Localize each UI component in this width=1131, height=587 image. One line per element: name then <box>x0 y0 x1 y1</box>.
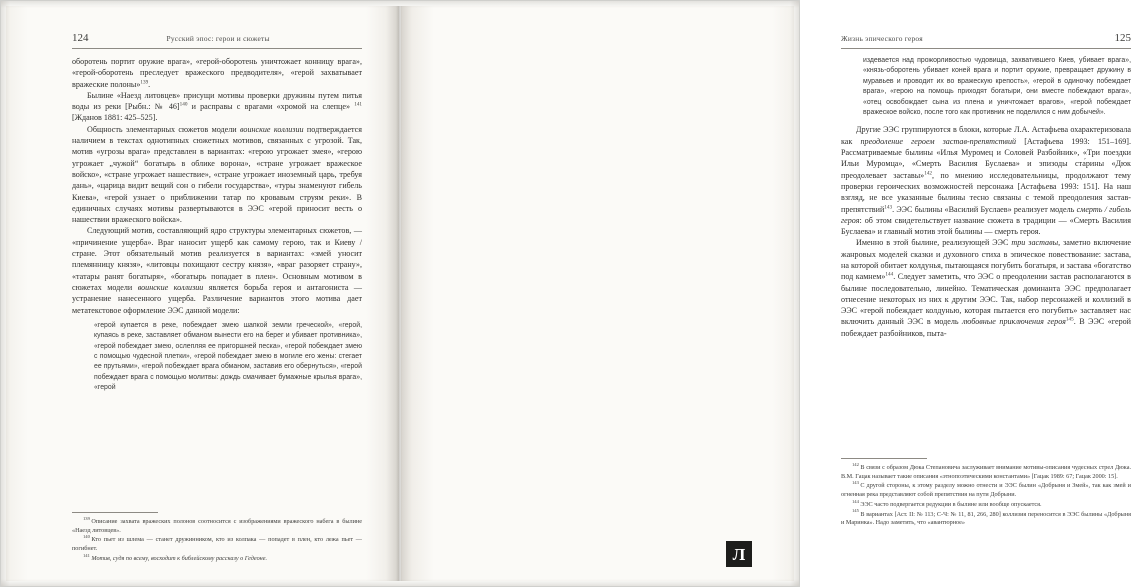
footnote-144-number: 144 <box>852 498 859 504</box>
left-paragraph-2-text-c: [Жданов 1881: 425–525]. <box>72 113 158 123</box>
footnote-141 <box>72 552 362 564</box>
footnote-marker-139: 139 <box>140 78 149 85</box>
left-paragraph-4: Следующий мотив, составляющий ядро структуры элементарных сюжетов, — «причинение ущерба». Враг наносит ущерб как самому герою, так и Киеву / стране. Этот обязательный мотив реализуется в вариантах: «змей уносит племянницу князя», «литовцы похищают сестру князя», «враг разоряет страну», «татары ранят богатыря», «богатырь попадает в плен». Основным мотивом в сюжетах модели воинские коллизии является борьба героя и антагониста — устранение нанесенного ущерба. Различение вариантов этого мотива дает метатекстовое оформление ЭЭС данной модели: <box>72 226 362 315</box>
footnote-143 <box>841 482 1131 499</box>
right-page <box>401 6 1131 581</box>
left-page-textblock <box>72 32 362 394</box>
footnote-139 <box>72 515 362 535</box>
right-running-header <box>841 32 1131 45</box>
left-paragraph-1-text: оборотень портит оружие врага», «герой-оборотень уничтожает конницу врага», «герой-оборотень преследует вражеского предводителя», «герой захватывает вражеские полоны» <box>72 57 362 89</box>
left-footnote-rule <box>72 512 158 513</box>
right-quote-block: издевается над прожорливостью чудовища, захватившего Киев, убивает врага», «князь-оборотень убивает коней врага и портит оружие, превращает дружину в муравьев и проводит их во вражескую крепость», «герой в одиночку побеждает врага», «герою на помощь приходят богатыри, они вместе побеждают врага», «отец освобождает сына из плена и уничтожает врагов», «герой побеждает вражеское войско, после того как противник не поделился с ним добычей». <box>863 57 1131 117</box>
left-running-header <box>72 32 362 45</box>
italic-term-lyubovnye: любовные приключения героя <box>962 317 1066 327</box>
left-paragraph-2-text-b: и расправы с врагами «хромой на слепце» <box>187 102 355 112</box>
left-page-folio: 124 <box>72 32 89 44</box>
italic-term-preodolenie: преодоление героем застав-препятствий <box>860 136 1017 146</box>
left-paragraph-2 <box>72 90 362 124</box>
footnote-140-number: 140 <box>83 534 90 540</box>
footnote-140-text: Кто пьет из шлема — станет дружинником, кто из колпака — попадет в плен, кто лежа пьет — погибнет. <box>72 536 362 553</box>
footnote-marker-142: 142 <box>924 169 932 176</box>
footnote-145 <box>841 508 1131 528</box>
italic-term-smert-gibel: смерть / гибель героя <box>841 204 1131 225</box>
footnote-141-text: Мотив, судя по всему, восходит к библейскому рассказу о Гедеоне. <box>91 554 268 562</box>
footnote-marker-141: 141 <box>354 101 362 108</box>
footnote-142 <box>841 461 1131 481</box>
footnote-141-number: 141 <box>83 552 90 558</box>
right-paragraph-2: Именно в этой былине, реализующей ЭЭС три заставы, заметно включение жанровых моделей сказки и духовного стиха в эпическое повествование: застава, на которой обитает колдунья, пытающаяся погубить богатыря, и застава «богатство под камнем»$^{144}$. Следует заметить, что ЭЭС о преодолении застав располагаются в былине последовательно, линейно. Тематическая доминанта ЭЭС предполагает отнесение некоторых из них к другим ЭЭС. Так, набор персонажей и коллизий в ЭЭС «герой побеждает колдунью, которая пытается его погубить» заставляет нас включить данный ЭЭС в модель любовные приключения героя$^{145}$. В ЭЭС «герой побеждает разбойников, пыта- <box>841 238 1131 338</box>
footnote-marker-143: 143 <box>884 203 893 210</box>
footnote-marker-140: 140 <box>179 101 188 108</box>
left-header-rule <box>72 48 362 49</box>
right-paragraph-1: Другие ЭЭС группируются в блоки, которые Л.А. Астафьева охарактеризовала как преодоление героем застав-препятствий [Астафьева 1993: 151–169]. Рассматриваемые былины «Илья Муромец и Соловей Разбойник», «Три поездки Ильи Муромца», «Смерть Василия Буслаева» и эпизоды ста́рины «Дюк преодолевает заставы»$^{142}$, по мнению исследовательницы, продолжают тему проверки героических возможностей персонажа [Астафьева 1993: 151]. На наш взгляд, не все указанные былины тесно связаны с темой преодоления застав-препятствий$^{143}$. ЭЭС былины «Василий Буслаев» реализует модель смерть / гибель героя: об этом свидетельствует название сюжета в традиции — «Смерть Василия Буслаева» и главный мотив этой былины — смерть героя. <box>841 125 1131 237</box>
footnote-142-number: 142 <box>852 461 859 467</box>
italic-term-tri-zastavy: три заставы <box>1011 238 1059 248</box>
footnote-139-text: Описание захвата вражеских полонов соотносится с изображениями вражеского набега в былине «Наезд литовцев». <box>72 518 362 534</box>
right-page-textblock <box>841 32 1131 339</box>
publisher-logo-letter: Л <box>732 544 746 564</box>
footnote-140 <box>72 536 362 553</box>
footnote-143-text: С другой стороны, к этому разделу можно отнести и ЭЭС былин «Добрыня и Змей», так как змей и огненная река представляют собой препятствия на пути Добрыни. <box>841 482 1131 499</box>
footnote-144 <box>841 498 1131 510</box>
left-paragraph-3: Общность элементарных сюжетов модели воинские коллизии подтверждается наличием в текстах однотипных сюжетных мотивов, связанных с угрозой. Так, мотив «угрозы врага» представлен в вариантах: «герою угрожает змея», «герою угрожает „чужой“ богатырь в облике ворона», «стране угрожает вражеское войско», «стране угрожает нашествие», «стране угрожает иноземный царь, требуя дань», «царица видит вещий сон о гибели государства», «туры знаменуют гибель Киева», «герой узнает о приближении татар по кровавым струям реки». В единичных случаях мотивы развертываются в ЭЭС «герой приносит весть о нашествии вражеского войска». <box>72 124 362 225</box>
footnote-145-number: 145 <box>852 508 859 514</box>
footnote-142-text: В связи с образом Дюка Степановича заслуживает внимание мотивы-описания чудесных стрел Дюка. В.М. Гацак называет такие описания «этнопоэтическими константами» [Гацак 1989: 67; Гацак 2000: 15]. <box>841 464 1131 480</box>
left-paragraph-2-text-a: Былине «Наезд литовцев» присущи мотивы проверки дружины путем питья воды из реки [Рыбн.: № 46] <box>72 90 362 112</box>
footnote-139-number: 139 <box>83 515 90 521</box>
right-running-head-title: Жизнь эпического героя <box>841 34 923 43</box>
italic-term-voinskie-kollizii-2: воинские коллизии <box>137 282 204 292</box>
left-running-head-title: Русский эпос: герои и сюжеты <box>166 34 270 43</box>
left-quote-block: «герой купается в реке, побеждает змею шапкой земли греческой», «герой, купаясь в реке, заставляет обманом вынести его на берег и убивает противника», «герой побеждает змею, ослепляя ее пригоршней песка», «герой побеждает змею с помощью чудесной плетки», «герой побеждает змею в могиле его жены: стегает ее прутьями», «герой побеждает врага обманом, заставив его обернуться», «герой побеждает врага с помощью молитвы: дождь смачивает бумажные крылья врага», «герой <box>94 321 362 392</box>
right-footnotes <box>841 458 1131 529</box>
footnote-marker-145: 145 <box>1065 316 1074 323</box>
footnote-143-number: 143 <box>852 480 859 486</box>
footnote-145-text: В вариантах [Аст. II: № 113; С-Ч: № 11, 81, 266, 280] коллизия переносится в ЭЭС былины «Добрыня и Маринка». Надо заметить, что «авантюрное» <box>841 510 1131 527</box>
italic-term-voinskie-kollizii-1: воинские коллизии <box>239 124 304 134</box>
left-page <box>6 6 399 581</box>
left-paragraph-1: оборотень портит оружие врага», «герой-оборотень уничтожает конницу врага», «герой-оборотень преследует вражеского предводителя», «герой захватывает вражеские полоны»$^{139}$. <box>72 57 362 89</box>
publisher-logo <box>726 541 752 567</box>
left-footnotes <box>72 512 362 565</box>
right-footnote-rule <box>841 458 927 459</box>
right-page-folio: 125 <box>1114 32 1131 44</box>
right-header-rule <box>841 48 1131 49</box>
footnote-144-text: ЭЭС часто подвергается редукции в былине или вообще опускается. <box>860 500 1042 508</box>
footnote-marker-144: 144 <box>885 271 894 278</box>
